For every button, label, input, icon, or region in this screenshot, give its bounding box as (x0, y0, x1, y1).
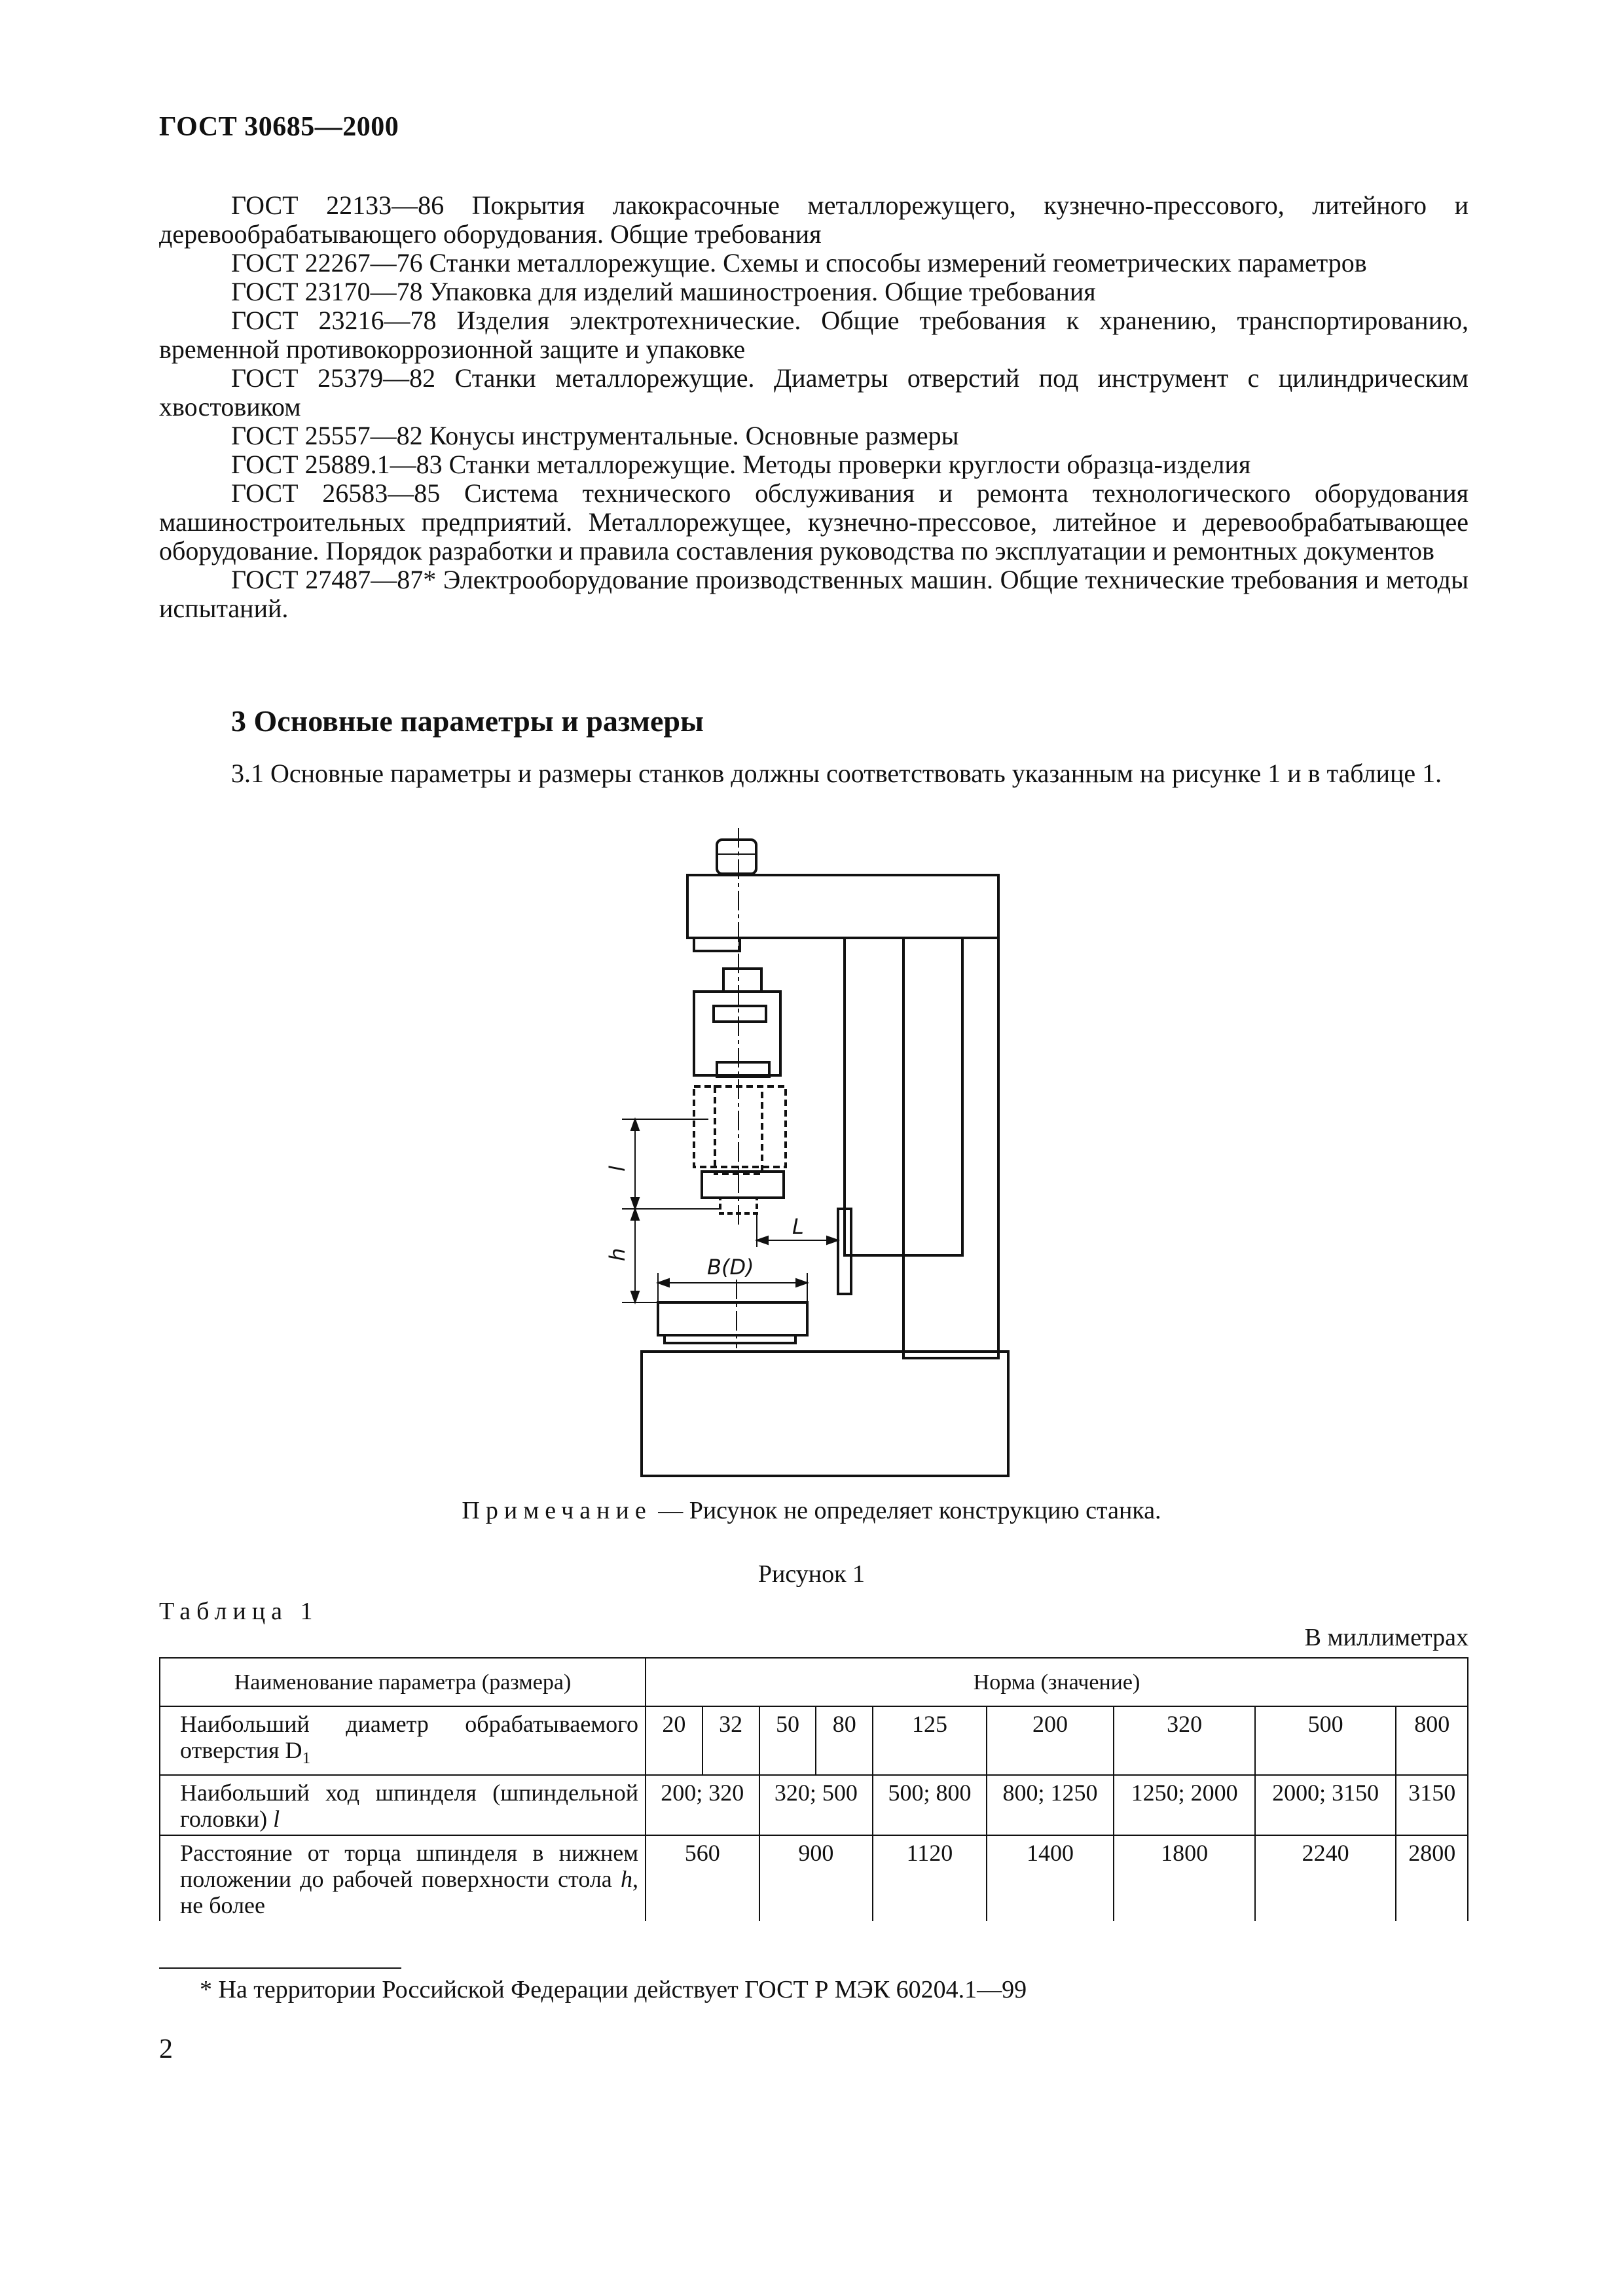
page-number: 2 (159, 2034, 173, 2064)
arrow-h-top (631, 1209, 639, 1220)
table-cell: 125 (873, 1706, 987, 1775)
note-word: Примечание (462, 1497, 652, 1524)
table-cell: 2240 (1255, 1835, 1396, 1921)
table-cell: 800 (1396, 1706, 1468, 1775)
footnote: * На территории Российской Федерации действует ГОСТ Р МЭК 60204.1—99 (200, 1976, 1027, 2003)
note-text: — Рисунок не определяет конструкцию станка. (651, 1497, 1161, 1524)
table-cell: 500 (1255, 1706, 1396, 1775)
table-cell: 2000; 3150 (1255, 1775, 1396, 1835)
table-cell: 1250; 2000 (1114, 1775, 1255, 1835)
table-cell: 900 (759, 1835, 873, 1921)
table-units: В миллиметрах (1304, 1624, 1468, 1651)
slider-outer (694, 1086, 786, 1167)
reference-item: ГОСТ 25557—82 Конусы инструментальные. Основные размеры (231, 421, 959, 450)
section-title: 3 Основные параметры и размеры (231, 704, 704, 738)
figure-note (0, 1496, 1623, 1525)
table-cell: 200 (987, 1706, 1114, 1775)
table-cell: 1400 (987, 1835, 1114, 1921)
normative-references (159, 191, 1468, 623)
label-BD: B(D) (707, 1255, 754, 1280)
reference-item: ГОСТ 23170—78 Упаковка для изделий машиностроения. Общие требования (231, 277, 1096, 306)
spindle-block (694, 938, 740, 951)
label-h: h (605, 1247, 630, 1261)
arrow-L-left (757, 1236, 768, 1244)
arrow-BD-right (796, 1279, 807, 1287)
nut-1 (723, 969, 761, 992)
footnote-divider (159, 1967, 401, 1969)
clause-3-1: 3.1 Основные параметры и размеры станков должны соответствовать указанным на рисунке 1 и в таблице 1. (231, 759, 1442, 788)
guide-plate (845, 938, 903, 1255)
table-cell: 80 (816, 1706, 873, 1775)
figure-caption: Рисунок 1 (757, 1560, 866, 1588)
top-knob (717, 840, 756, 874)
table-row (160, 1706, 1468, 1775)
work-table (658, 1302, 807, 1335)
header-norm: Норма (значение) (646, 1658, 1468, 1706)
reference-item: ГОСТ 25379—82 Станки металлорежущие. Диаметры отверстий под инструмент с цилиндрическим хвостовиком (159, 363, 1468, 422)
table-cell: 320; 500 (759, 1775, 873, 1835)
arrow-BD-left (658, 1279, 669, 1287)
document-code: ГОСТ 30685—2000 (159, 112, 399, 142)
table-cell: 500; 800 (873, 1775, 987, 1835)
reference-item: ГОСТ 22133—86 Покрытия лакокрасочные металлорежущего, кузнечно-прессового, литейного и деревообрабатывающего оборудования. Общие требования (159, 190, 1468, 249)
cross-beam (687, 875, 998, 938)
parameters-table (159, 1657, 1468, 1921)
column (903, 938, 998, 1358)
arrow-l-top (631, 1119, 639, 1130)
row-name: Расстояние от торца шпинделя в нижнем положении до рабочей поверхности стола h, не более (160, 1835, 646, 1921)
header-name: Наименование параметра (размера) (160, 1658, 646, 1706)
table-cell: 2800 (1396, 1835, 1468, 1921)
machine-drawing (576, 821, 1021, 1482)
table-support (665, 1335, 795, 1343)
table-cell: 200; 320 (646, 1775, 759, 1835)
table-row (160, 1835, 1468, 1921)
label-l: l (605, 1166, 630, 1172)
arrow-L-right (827, 1236, 838, 1244)
table-cell: 320 (1114, 1706, 1255, 1775)
reference-item: ГОСТ 25889.1—83 Станки металлорежущие. Методы проверки круглости образца-изделия (231, 450, 1251, 479)
reference-item: ГОСТ 23216—78 Изделия электротехнические. Общие требования к хранению, транспортированию, временной противокоррозионной защите и упаковке (159, 306, 1468, 364)
table-cell: 3150 (1396, 1775, 1468, 1835)
spindle-plate (702, 1172, 784, 1198)
reference-item: ГОСТ 22267—76 Станки металлорежущие. Схемы и способы измерений геометрических параметров (231, 248, 1367, 278)
arrow-h-bottom (631, 1291, 639, 1302)
table-cell: 560 (646, 1835, 759, 1921)
table-label: Таблица 1 (159, 1598, 319, 1625)
reference-item: ГОСТ 26583—85 Система технического обслуживания и ремонта технологического оборудования машиностроительных предприятий. Металлорежущее, кузнечно-прессовое, литейное и деревообрабатывающее оборудование. Порядок разработки и правила составления руководства по эксплуатации и ремонтных документов (159, 478, 1468, 565)
table-header-row (160, 1658, 1468, 1706)
row-name: Наибольший ход шпинделя (шпиндельной головки) l (160, 1775, 646, 1835)
table-cell: 1800 (1114, 1835, 1255, 1921)
table-cell: 1120 (873, 1835, 987, 1921)
row-name: Наибольший диаметр обрабатываемого отверстия $D_1$ (160, 1706, 646, 1775)
table-row (160, 1775, 1468, 1835)
table-cell: 50 (759, 1706, 816, 1775)
table-cell: 20 (646, 1706, 702, 1775)
nut-2 (714, 1006, 766, 1022)
table-cell: 800; 1250 (987, 1775, 1114, 1835)
label-L: L (792, 1214, 804, 1239)
reference-item: ГОСТ 27487—87* Электрооборудование производственных машин. Общие технические требования и методы испытаний. (159, 565, 1468, 623)
table-cell: 32 (702, 1706, 759, 1775)
base (642, 1352, 1008, 1476)
column-front (903, 938, 962, 1255)
